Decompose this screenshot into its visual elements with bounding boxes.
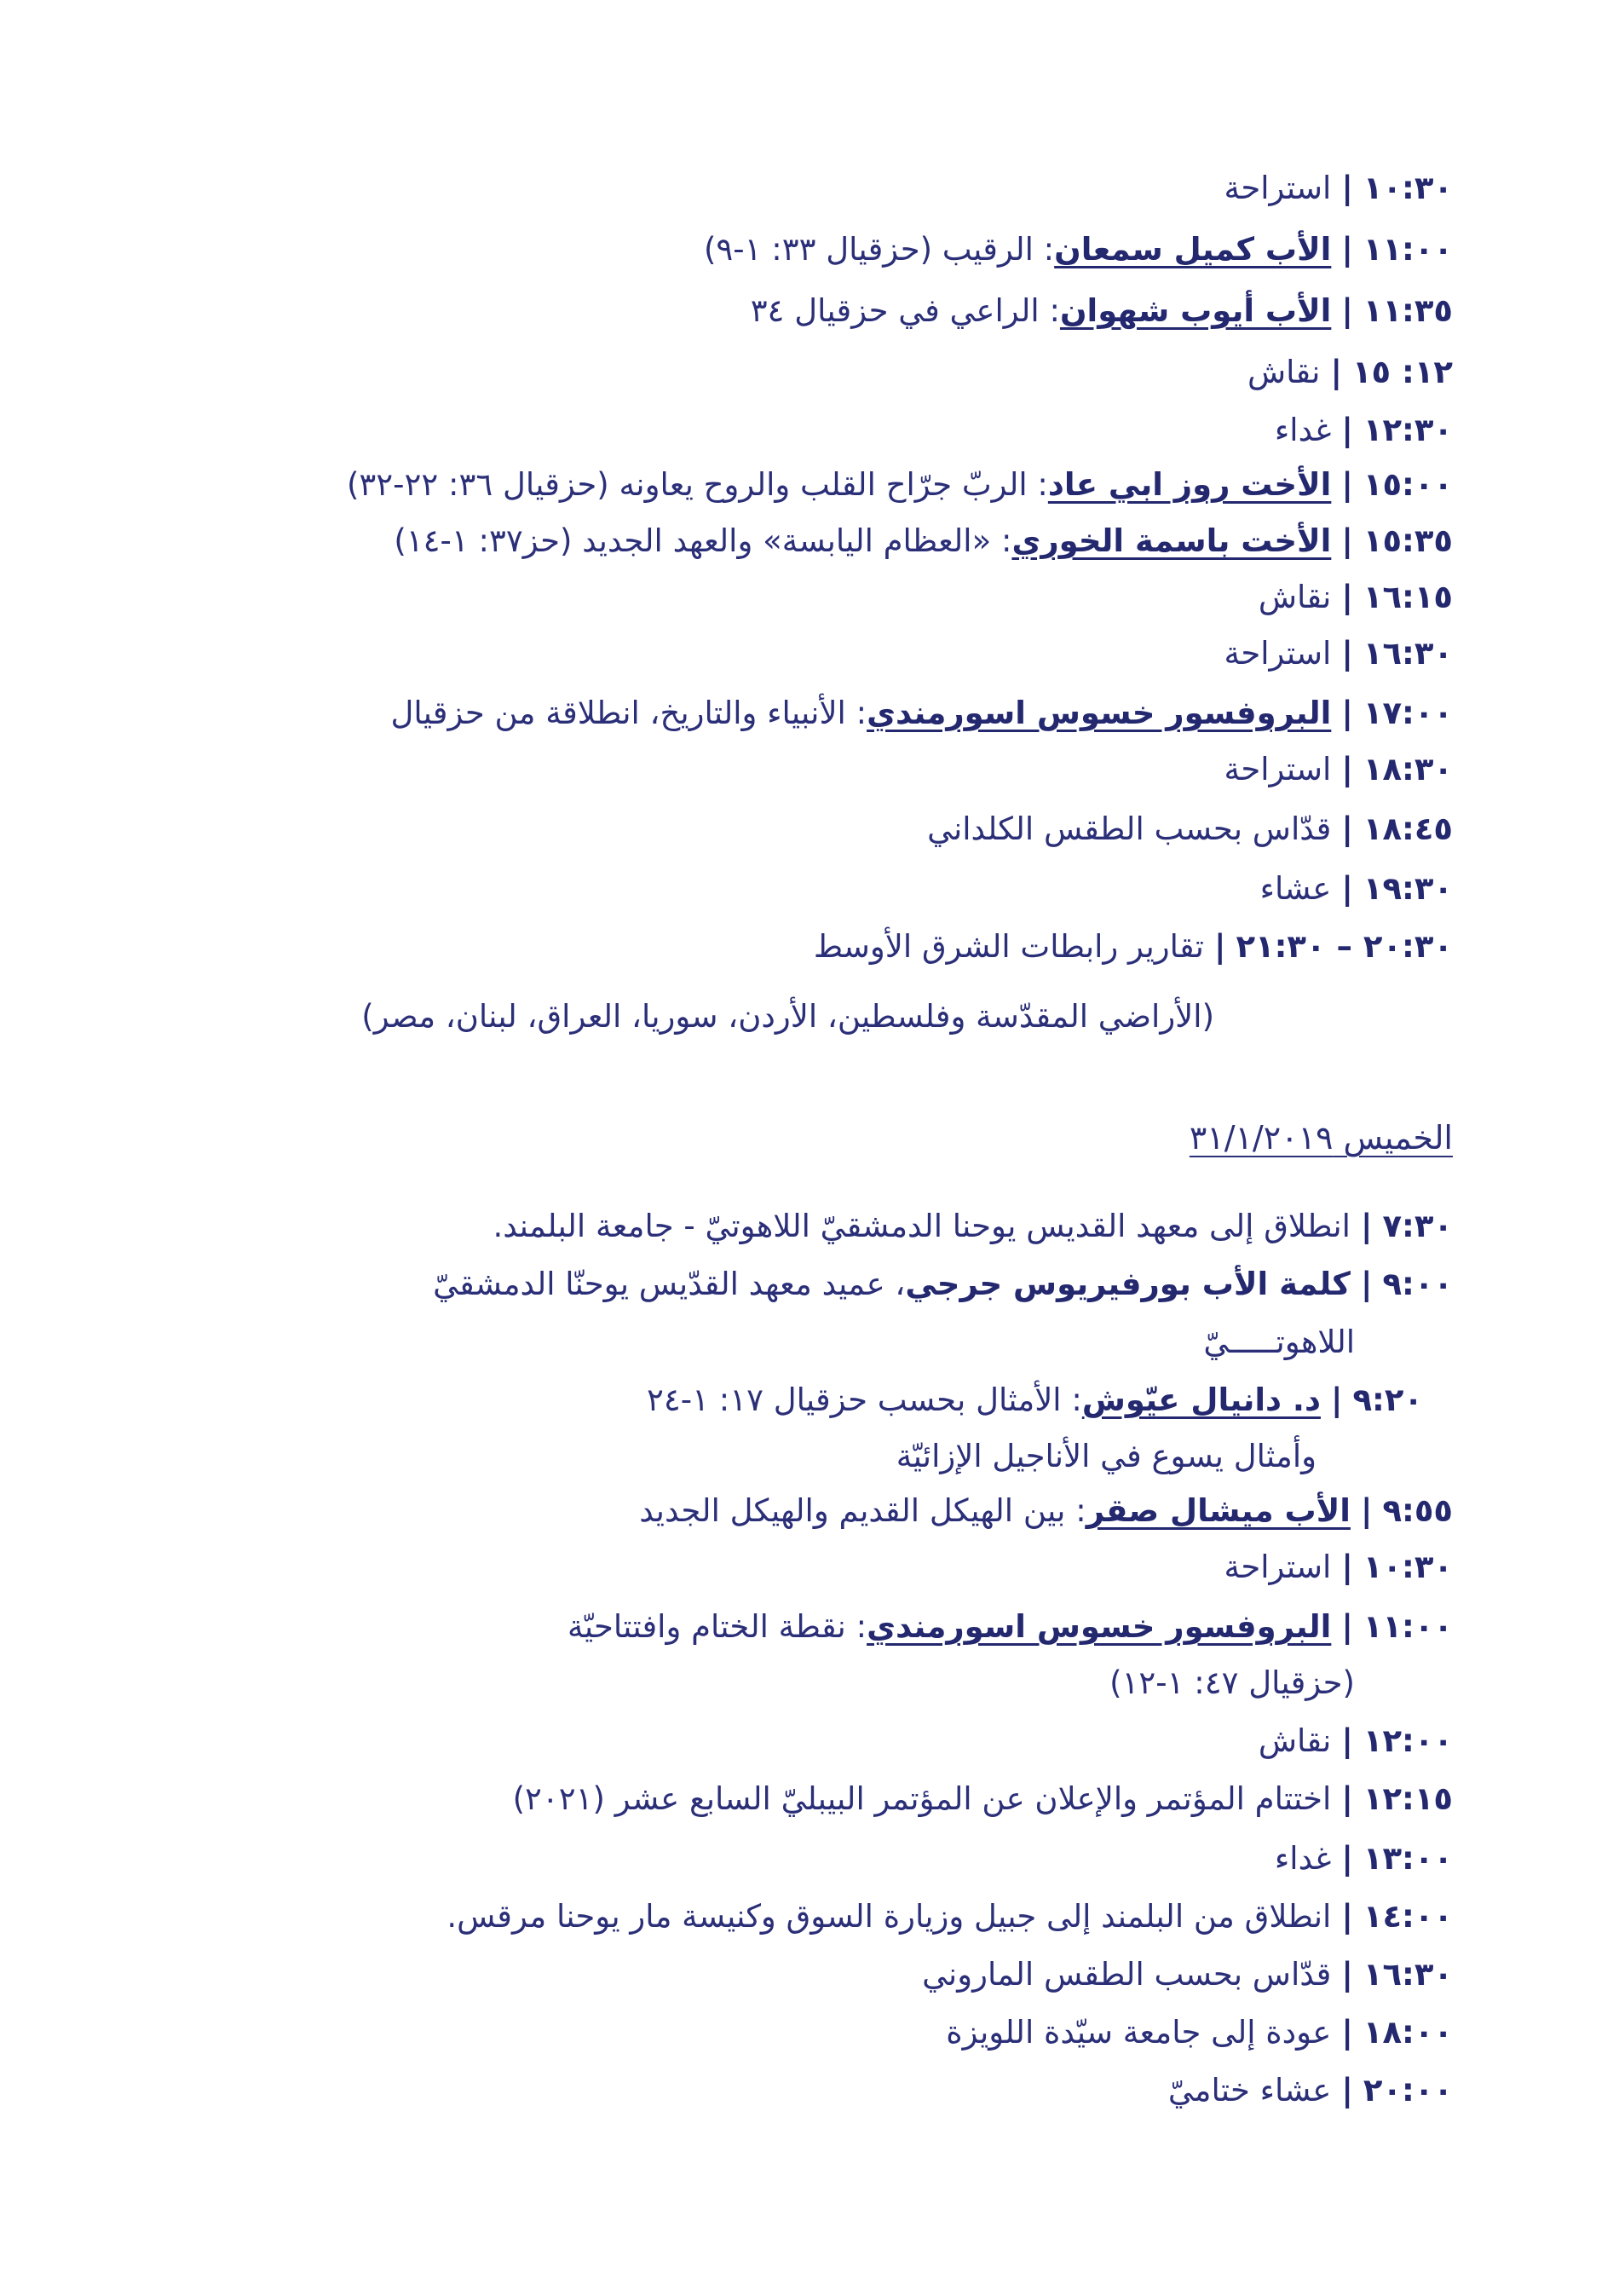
separator: | bbox=[1341, 170, 1353, 206]
separator: | bbox=[1341, 466, 1353, 503]
session-text: : الأنبياء والتاريخ، انطلاقة من حزقيال bbox=[390, 695, 867, 731]
session-text: عودة إلى جامعة سيّدة اللويزة bbox=[946, 2014, 1332, 2051]
speaker-name: البروفسور خسوس اسورمندي bbox=[867, 695, 1332, 731]
session-time: ٩:٥٥ bbox=[1382, 1492, 1453, 1529]
session-text: : الربّ جرّاح القلب والروح يعاونه (حزقيال ٣٦: ٢٢-٣٢) bbox=[346, 466, 1048, 503]
separator: | bbox=[1341, 1608, 1353, 1645]
schedule-row bbox=[814, 922, 1453, 972]
session-time: ١٦:٣٠ bbox=[1363, 1956, 1453, 1993]
schedule-row bbox=[1260, 864, 1453, 914]
session-text: نقاش bbox=[1258, 579, 1332, 615]
session-time: ١٧:٠٠ bbox=[1363, 695, 1453, 731]
schedule-row bbox=[1224, 164, 1453, 213]
schedule-row bbox=[347, 460, 1453, 510]
schedule-row bbox=[493, 1202, 1453, 1251]
session-time: ١٥:٠٠ bbox=[1363, 466, 1453, 503]
session-time: ١٢:٠٠ bbox=[1363, 1722, 1453, 1759]
separator: | bbox=[1330, 354, 1342, 390]
session-text: عشاء bbox=[1259, 870, 1332, 907]
schedule-row bbox=[922, 1950, 1453, 1999]
session-text: : «العظام اليابسة» والعهد الجديد (حز٣٧: ١-١٤) bbox=[394, 522, 1012, 559]
separator: | bbox=[1341, 412, 1353, 448]
session-text: : نقطة الختام وافتتاحيّة bbox=[568, 1608, 867, 1645]
schedule-row bbox=[1275, 1834, 1453, 1884]
schedule-row bbox=[390, 689, 1453, 738]
session-time: ١٦:٣٠ bbox=[1363, 635, 1453, 672]
separator: | bbox=[1341, 695, 1353, 731]
schedule-row bbox=[927, 805, 1453, 854]
session-text: انطلاق من البلمند إلى جبيل وزيارة السوق وكنيسة مار يوحنا مرقس. bbox=[447, 1898, 1332, 1935]
speaker-name: الأب ميشال صقر bbox=[1086, 1492, 1351, 1529]
separator: | bbox=[1341, 1549, 1353, 1585]
session-text-continued: اللاهوتـــــيّ bbox=[1203, 1324, 1355, 1360]
speaker-name: الأخت باسمة الخوري bbox=[1011, 522, 1332, 559]
session-time: ١٩:٣٠ bbox=[1363, 870, 1453, 907]
schedule-row bbox=[704, 225, 1453, 274]
session-text: : الأمثال بحسب حزقيال ١٧: ١-٢٤ bbox=[647, 1382, 1082, 1418]
session-time: ١٢:١٥ bbox=[1363, 1780, 1453, 1817]
session-text: عشاء ختاميّ bbox=[1167, 2072, 1332, 2109]
session-text: استراحة bbox=[1224, 170, 1332, 206]
speaker-name: الأخت روز ابي عاد bbox=[1047, 466, 1332, 503]
session-time: ١٠:٣٠ bbox=[1363, 170, 1453, 206]
session-text: قدّاس بحسب الطقس الماروني bbox=[922, 1956, 1332, 1993]
session-time: ٧:٣٠ bbox=[1382, 1208, 1453, 1244]
schedule-row bbox=[1224, 629, 1453, 678]
speaker-name: البروفسور خسوس اسورمندي bbox=[867, 1608, 1332, 1645]
separator: | bbox=[1341, 1956, 1353, 1993]
schedule-row bbox=[1259, 1716, 1453, 1766]
separator: | bbox=[1341, 522, 1353, 559]
session-text: تقارير رابطات الشرق الأوسط bbox=[813, 928, 1204, 965]
separator: | bbox=[1341, 1780, 1353, 1817]
schedule-row bbox=[447, 1892, 1453, 1941]
session-text: قدّاس بحسب الطقس الكلداني bbox=[927, 811, 1332, 847]
session-time: ٢٠:٣٠ – ٢١:٣٠ bbox=[1236, 928, 1453, 965]
session-text-continued: وأمثال يسوع في الأناجيل الإزائيّة bbox=[896, 1438, 1317, 1474]
session-text: غداء bbox=[1274, 412, 1332, 448]
schedule-row bbox=[513, 1774, 1453, 1824]
separator: | bbox=[1341, 1898, 1353, 1935]
schedule-row bbox=[946, 2008, 1453, 2057]
session-text: : بين الهيكل القديم والهيكل الجديد bbox=[639, 1492, 1086, 1529]
session-time: ١١:٣٥ bbox=[1363, 292, 1453, 329]
separator: | bbox=[1360, 1208, 1373, 1244]
session-time: ١٣:٠٠ bbox=[1363, 1840, 1453, 1877]
session-time: ١٥:٣٥ bbox=[1363, 522, 1453, 559]
separator: | bbox=[1341, 2014, 1353, 2051]
speaker-name: د. دانيال عيّوش bbox=[1081, 1382, 1321, 1418]
separator: | bbox=[1341, 1722, 1353, 1759]
session-text: استراحة bbox=[1224, 635, 1332, 672]
schedule-row bbox=[1168, 2066, 1453, 2115]
session-time: ١٨:٤٥ bbox=[1363, 811, 1453, 847]
separator: | bbox=[1341, 292, 1353, 329]
session-text-continued: (حزقيال ٤٧: ١-١٢) bbox=[1109, 1664, 1355, 1701]
schedule-row bbox=[1259, 573, 1453, 622]
schedule-row bbox=[433, 1260, 1453, 1309]
session-time: ١٨:٣٠ bbox=[1363, 751, 1453, 787]
session-text: نقاش bbox=[1247, 354, 1321, 390]
separator: | bbox=[1360, 1492, 1373, 1529]
schedule-row bbox=[1275, 406, 1453, 455]
schedule-row bbox=[1247, 348, 1453, 397]
schedule-row bbox=[1224, 1543, 1453, 1592]
session-text: نقاش bbox=[1258, 1722, 1332, 1759]
session-text: اختتام المؤتمر والإعلان عن المؤتمر البيبليّ السابع عشر (٢٠٢١) bbox=[512, 1780, 1332, 1817]
schedule-row bbox=[1224, 745, 1453, 794]
session-text: استراحة bbox=[1224, 751, 1332, 787]
separator: | bbox=[1341, 579, 1353, 615]
separator: | bbox=[1341, 751, 1353, 787]
session-text: انطلاق إلى معهد القديس يوحنا الدمشقيّ اللاهوتيّ - جامعة البلمند. bbox=[493, 1208, 1351, 1244]
regions-note: (الأراضي المقدّسة وفلسطين، الأردن، سوريا، العراق، لبنان، مصر) bbox=[361, 998, 1214, 1035]
speaker-name: كلمة الأب بورفيريوس جرجي bbox=[905, 1266, 1351, 1302]
session-time: ١١:٠٠ bbox=[1363, 231, 1453, 268]
session-text: : الرقيب (حزقيال ٣٣: ١-٩) bbox=[703, 231, 1055, 268]
schedule-row bbox=[568, 1602, 1453, 1652]
schedule-row bbox=[647, 1376, 1423, 1425]
session-time: ١٤:٠٠ bbox=[1363, 1898, 1453, 1935]
speaker-name: الأب كميل سمعان bbox=[1054, 231, 1332, 268]
session-text: غداء bbox=[1274, 1840, 1332, 1877]
session-text: استراحة bbox=[1224, 1549, 1332, 1585]
schedule-row bbox=[751, 286, 1453, 336]
schedule-row bbox=[394, 516, 1453, 566]
day-heading: الخميس ٣١/١/٢٠١٩ bbox=[1189, 1119, 1453, 1157]
separator: | bbox=[1213, 928, 1226, 965]
separator: | bbox=[1330, 1382, 1343, 1418]
session-time: ١٦:١٥ bbox=[1363, 579, 1453, 615]
session-time: ١٢:٣٠ bbox=[1363, 412, 1453, 448]
separator: | bbox=[1341, 231, 1353, 268]
separator: | bbox=[1341, 2072, 1353, 2109]
session-time: ٩:٢٠ bbox=[1352, 1382, 1423, 1418]
session-time: ١٨:٠٠ bbox=[1363, 2014, 1453, 2051]
separator: | bbox=[1341, 1840, 1353, 1877]
speaker-name: الأب أيوب شهوان bbox=[1059, 292, 1332, 329]
separator: | bbox=[1341, 811, 1353, 847]
session-time: ١٠:٣٠ bbox=[1363, 1549, 1453, 1585]
session-time: ٢٠:٠٠ bbox=[1363, 2072, 1453, 2109]
separator: | bbox=[1360, 1266, 1373, 1302]
session-time: ٩:٠٠ bbox=[1382, 1266, 1453, 1302]
session-text: ، عميد معهد القدّيس يوحنّا الدمشقيّ bbox=[433, 1266, 906, 1302]
schedule-row bbox=[639, 1486, 1453, 1536]
session-text: : الراعي في حزقيال ٣٤ bbox=[750, 292, 1060, 329]
session-time: ١٢: ١٥ bbox=[1351, 354, 1453, 390]
separator: | bbox=[1341, 870, 1353, 907]
separator: | bbox=[1341, 635, 1353, 672]
session-time: ١١:٠٠ bbox=[1363, 1608, 1453, 1645]
